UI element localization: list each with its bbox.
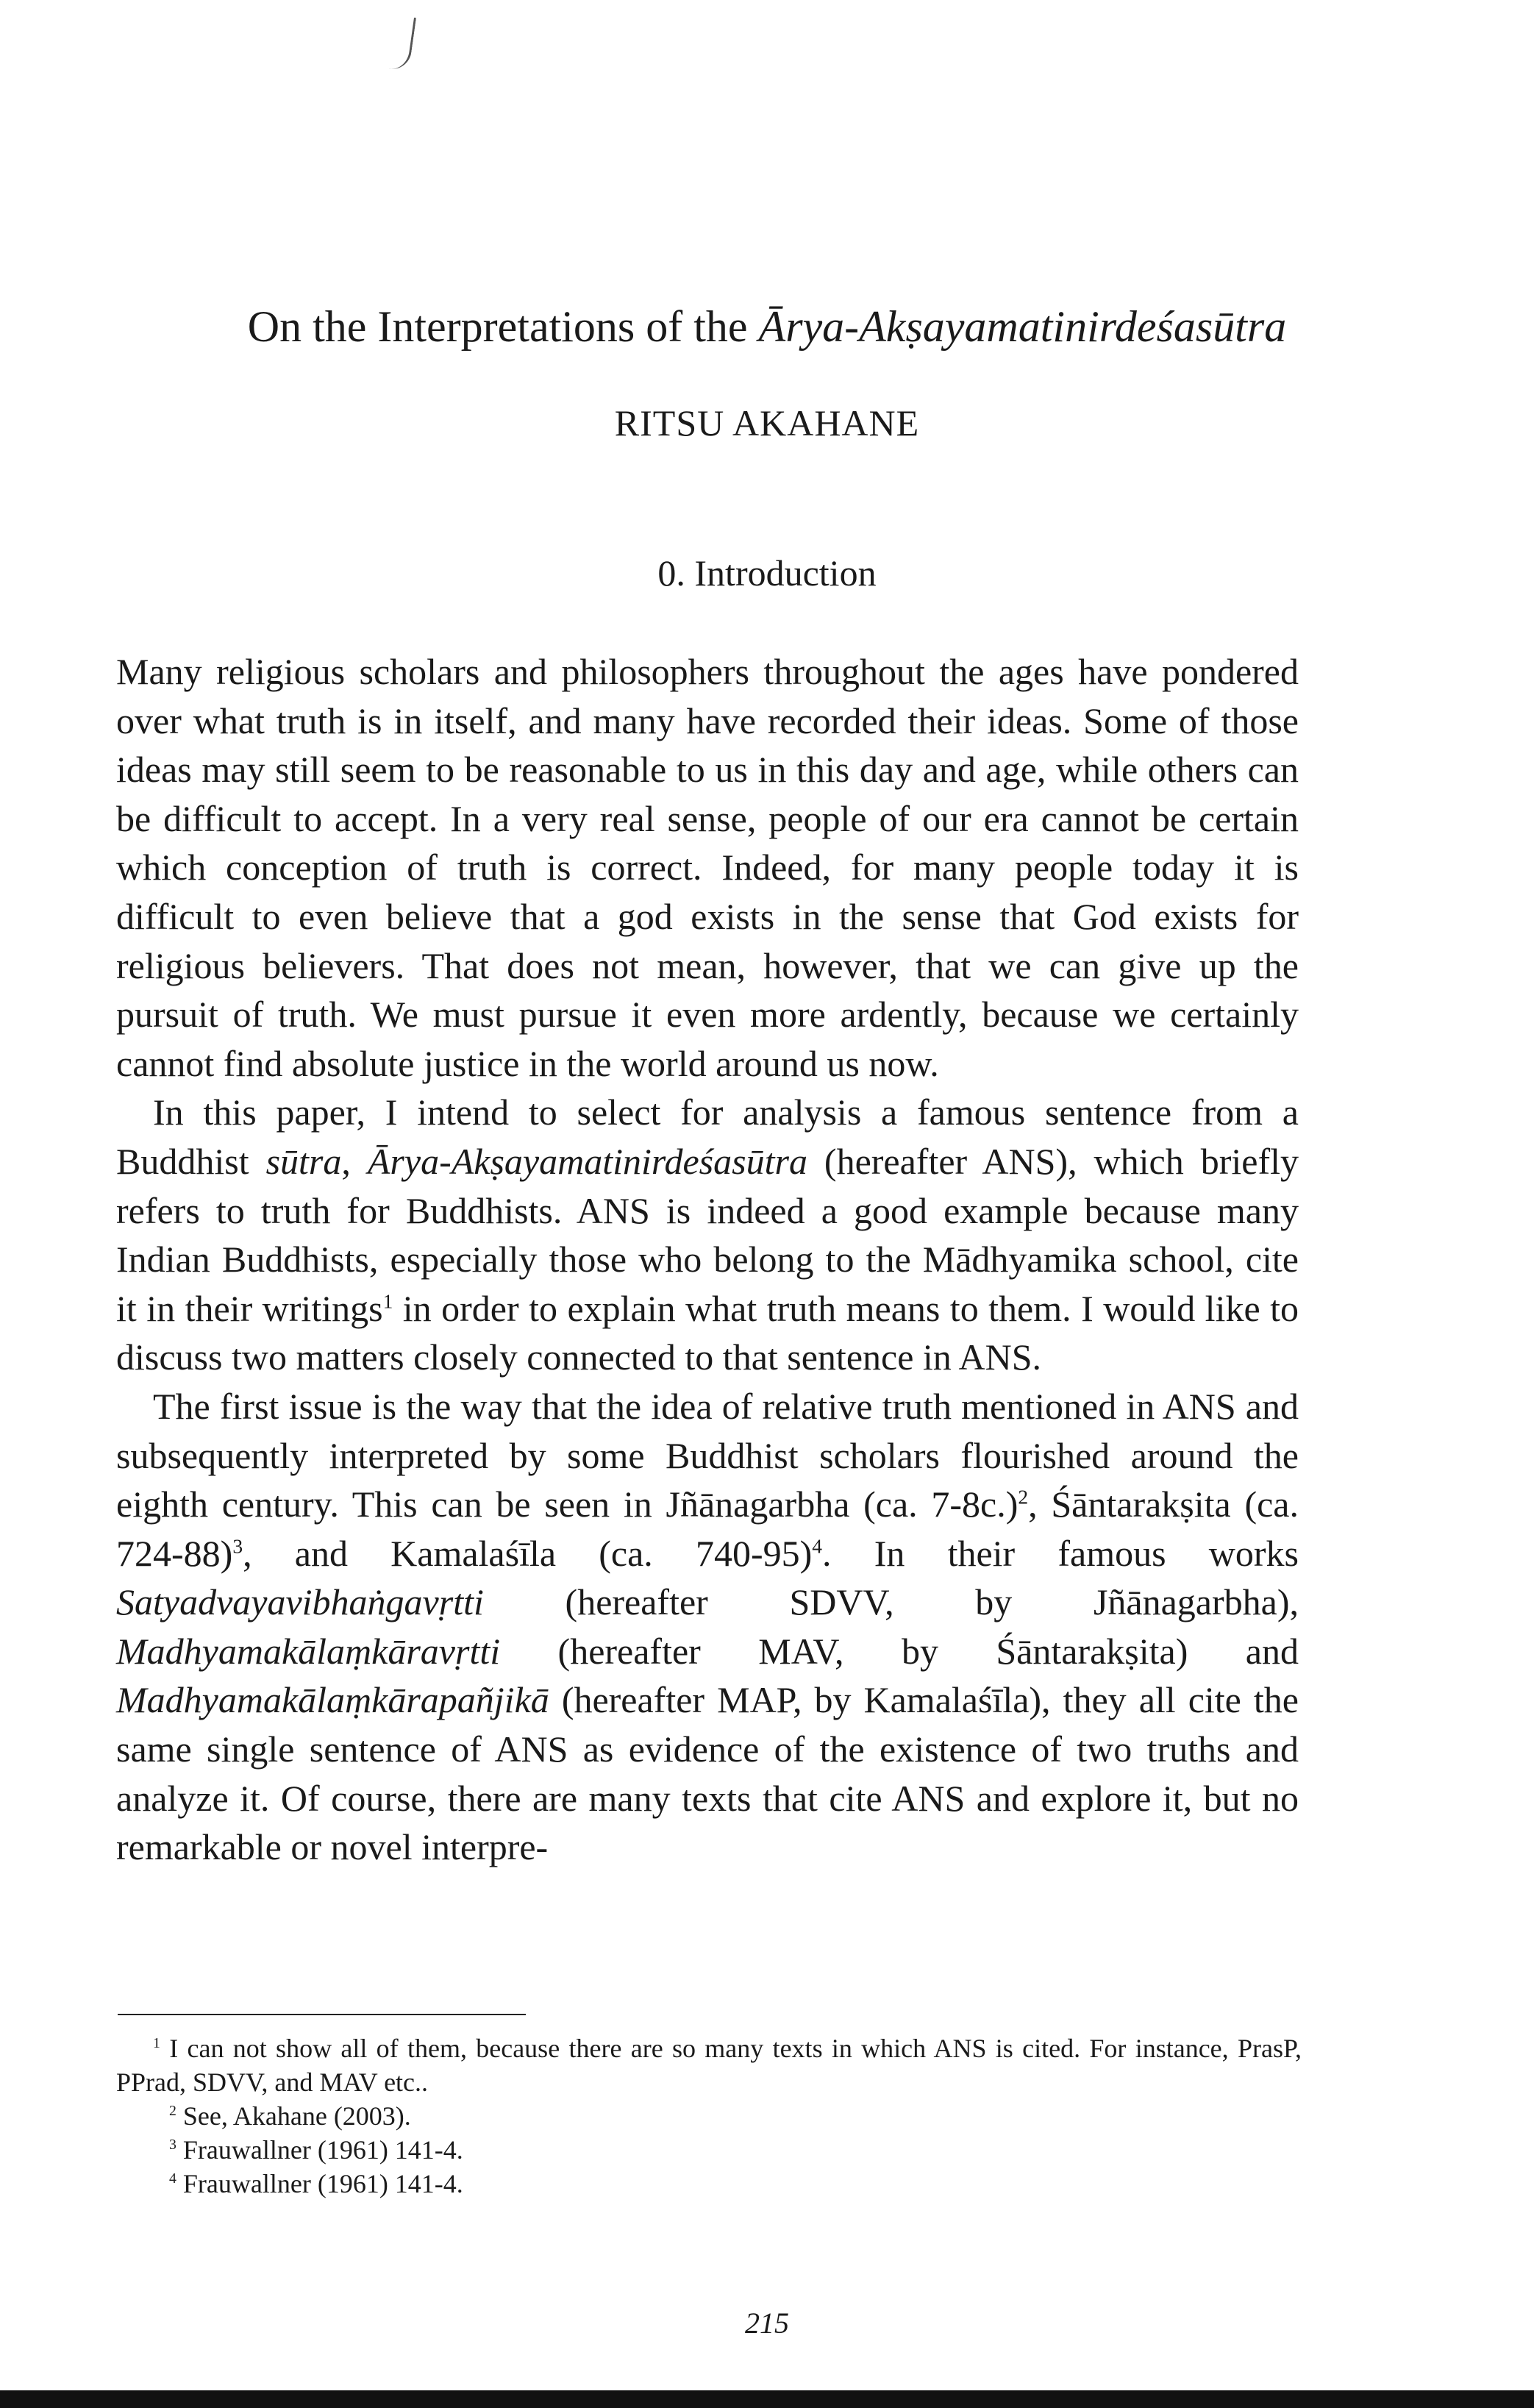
scan-edge-bar [0, 2390, 1534, 2408]
footnote-number: 1 [153, 2035, 160, 2051]
footnote-1 [116, 2031, 1302, 2099]
p3-italic-map: Madhyamakālaṃkārapañjikā [116, 1679, 549, 1721]
p3-text-c: , and Kamalaśīla (ca. 740-95) [243, 1532, 813, 1574]
p3-italic-mav: Madhyamakālaṃkāravṛtti [116, 1630, 501, 1672]
p2-italic-sutra: sūtra [265, 1140, 342, 1182]
page-number: 215 [745, 2307, 789, 2340]
footnote-number: 4 [169, 2170, 176, 2187]
paragraph-2 [116, 1088, 1299, 1382]
footnote-ref-4[interactable]: 4 [812, 1534, 823, 1558]
footnote-number: 2 [169, 2103, 176, 2119]
footnote-ref-1[interactable]: 1 [382, 1289, 393, 1313]
title-italic: Ārya-Akṣayamatinirdeśasūtra [758, 302, 1287, 351]
p2-text-a: In this paper, I intend to select for analysis a famous sentence from a Buddhist [116, 1091, 1299, 1182]
body-text [116, 647, 1299, 1872]
p3-text-a: The first issue is the way that the idea of relative truth mentioned in ANS and subsequently interpreted by some Buddhist scholars flourished around the eighth century. This can be seen in Jñānagarbha (ca. 7-8c.) [116, 1385, 1299, 1525]
stray-pen-mark [389, 15, 416, 71]
p3-text-h: (hereafter MAV, by Śāntarakṣita) and [500, 1630, 1299, 1672]
paper-title [0, 297, 1534, 356]
p3-text-b: , Śāntarakṣita (ca. 724-88) [116, 1483, 1299, 1574]
footnote-number: 3 [169, 2137, 176, 2153]
footnote-ref-3[interactable]: 3 [232, 1534, 243, 1558]
p2-italic-ans-title: Ārya-Akṣayamatinirdeśasūtra [367, 1140, 807, 1182]
paragraph-3 [116, 1382, 1299, 1872]
footnote-text: I can not show all of them, because there are so many texts in which ANS is cited. For instance, PrasP, PPrad, SDVV, and MAV etc.. [116, 2034, 1302, 2097]
footnote-text: See, Akahane (2003). [176, 2101, 411, 2131]
footnote-4 [116, 2167, 1302, 2201]
p2-text-f: in order to explain what truth means to them. I would like to discuss two matters closely connected to that sentence in ANS. [116, 1287, 1299, 1378]
footnote-divider [118, 2014, 526, 2015]
footnote-2 [116, 2099, 1302, 2133]
footnotes [116, 2031, 1302, 2201]
paragraph-1: Many religious scholars and philosophers throughout the ages have pondered over what truth is in itself, and many have recorded their ideas. Some of those ideas may still seem to be reasonable to us in this day and age, while others can be difficult to accept. In a very real sense, people of our era cannot be certain which conception of truth is correct. Indeed, for many people today it is difficult to even believe that a god exists in the sense that God exists for religious believers. That does not mean, however, that we can give up the pursuit of truth. We must pursue it even more ardently, because we certainly cannot find absolute justice in the world around us now. [116, 651, 1299, 1084]
title-prefix: On the Interpretations of the [247, 302, 759, 351]
footnote-text: Frauwallner (1961) 141-4. [176, 2169, 463, 2198]
p3-text-j: (hereafter MAP, by Kamalaśīla), they all cite the same single sentence of ANS as evidence of the existence of two truths and analyze it. Of course, there are many texts that cite ANS and explore it, but no remarkable or novel interpre- [116, 1679, 1299, 1868]
p2-text-e: (hereafter ANS), which briefly refers to truth for Buddhists. ANS is indeed a good example because many Indian Buddhists, especially those who belong to the Mādhyamika school, cite it in their writings [116, 1140, 1299, 1329]
section-heading: 0. Introduction [657, 552, 877, 594]
author-name: RITSU AKAHANE [614, 402, 920, 444]
p2-text-c: , [341, 1140, 368, 1182]
p3-italic-sdvv: Satyadvayavibhaṅgavṛtti [116, 1581, 484, 1623]
p3-text-d: . In their famous works [822, 1532, 1299, 1574]
p3-text-f: (hereafter SDVV, by Jñānagarbha), [483, 1581, 1299, 1623]
footnote-text: Frauwallner (1961) 141-4. [176, 2135, 463, 2165]
footnote-3 [116, 2133, 1302, 2167]
footnote-ref-2[interactable]: 2 [1018, 1485, 1029, 1508]
